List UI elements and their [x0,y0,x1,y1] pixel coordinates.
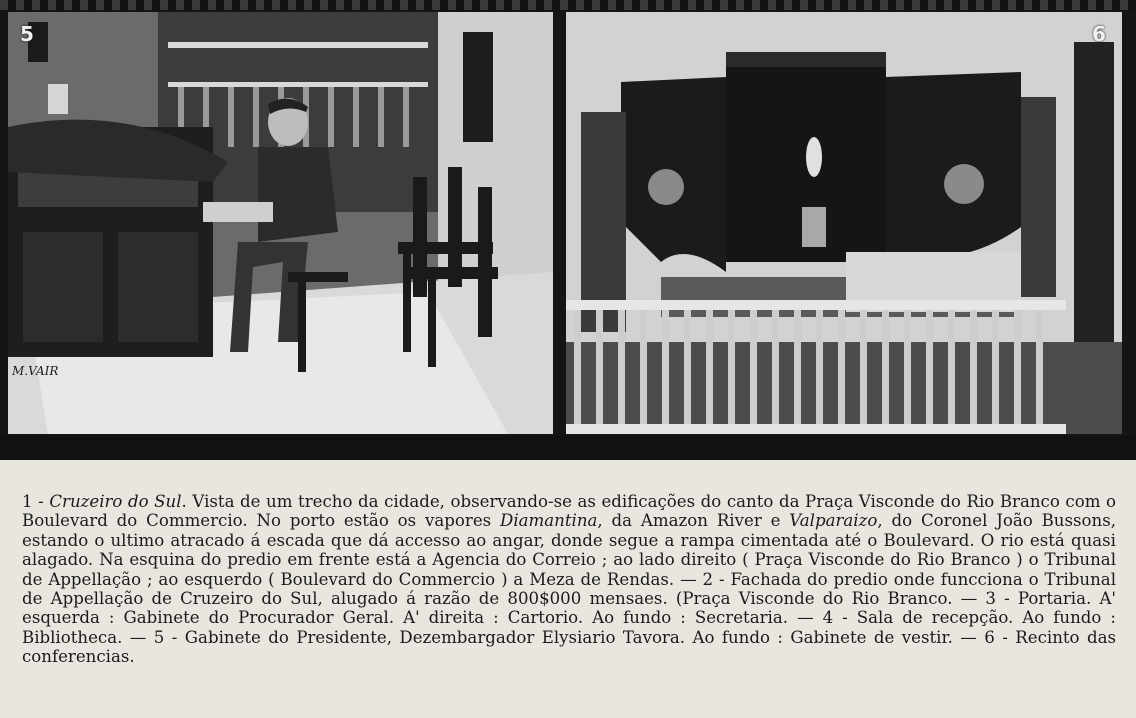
caption-part-2: . Vista de um trecho da cidade, observando-se as edificações do canto da Praça Visconde do Rio Branco com o Boulevard do Commercio. No porto estão os vapores [22,492,1116,531]
caption-ship-diamantina: Diamantina [500,511,598,531]
photo-number-left: 5 [20,22,34,46]
photo-presidents-office [8,12,553,434]
caption-part-3: , da Amazon River e [597,511,790,531]
photo-number-right: 6 [1092,22,1106,46]
ornamental-border [0,0,1136,10]
caption-ship-valparaizo: Valparaizo [789,511,878,531]
photo-conference-room [566,12,1122,434]
caption-part-4: , do Coronel João Bussons, estando o ultimo atracado á escada que dá accesso ao angar, donde segue a rampa cimentada até o Boulevard. O rio está quasi alagado. Na esquina do predio em frente está a Agencia do Correio ; ao lado direito ( Praça Visconde do Rio Branco ) o Tribunal de Appellação ; ao esquerdo ( Boulevard do Commercio ) a Meza de Rendas. — 2 - Fachada do predio onde funcciona o Tribunal de Appellação de Cruzeiro do Sul, alugado á razão de 800$000 mensaes. (Praça Visconde do Rio Branco. — 3 - Portaria. A' esquerda : Gabinete do Procurador Geral. A' direita : Cartorio. Ao fundo : Secretaria. — 4 - Sala de recepção. Ao fundo : Bibliotheca. — 5 - Gabinete do Presidente, Dezembargador Elysiario Tavora. Ao fundo : Gabinete de vestir. — 6 - Recinto das conferencias. [22,511,1116,667]
caption-part-1: 1 - [22,492,50,511]
caption-place-name: Cruzeiro do Sul [49,492,182,511]
photo-caption [22,492,1116,667]
signature-mark: M.VAIR [12,364,59,378]
frame-bottom-edge [0,436,1136,460]
